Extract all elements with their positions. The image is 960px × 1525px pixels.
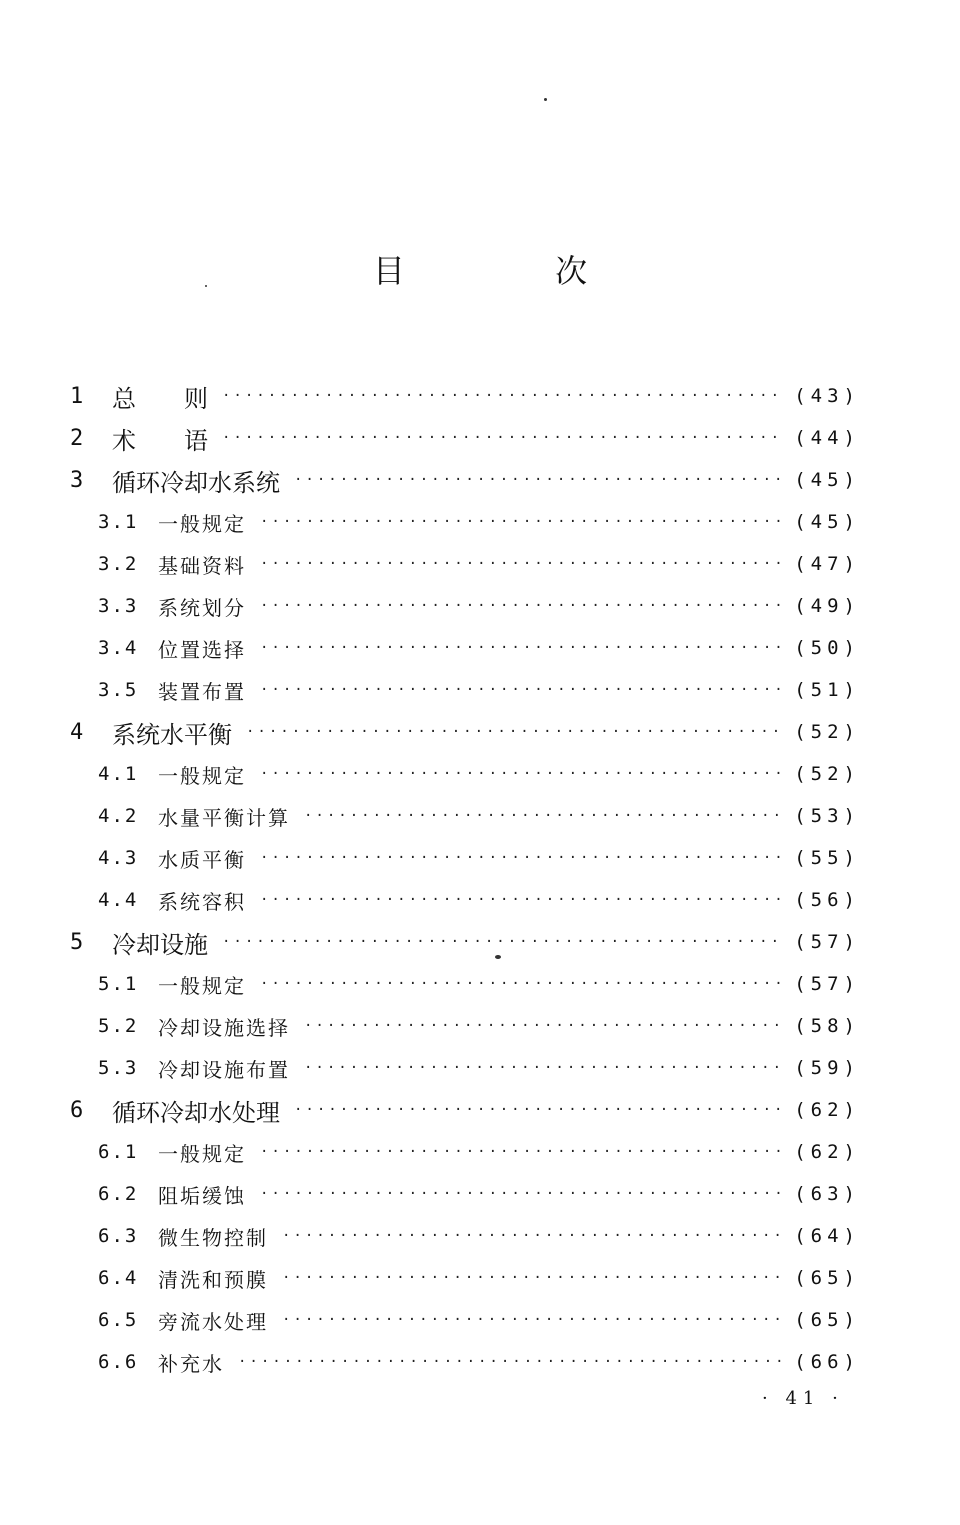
toc-entry-number: 4 — [70, 719, 84, 745]
dot-leader — [260, 1144, 782, 1160]
toc-entry — [70, 1052, 860, 1084]
toc-entry-page: (45) — [794, 511, 860, 533]
dot-leader — [282, 1228, 782, 1244]
toc-entry — [70, 926, 860, 958]
toc-entry-page: (52) — [794, 763, 860, 785]
toc-entry-title: 阻垢缓蚀 — [158, 1183, 246, 1208]
toc-entry-title: 冷却设施 — [112, 930, 208, 959]
toc-entry-number: 5.1 — [98, 973, 139, 995]
toc-entry-title: 微生物控制 — [158, 1225, 268, 1250]
toc-entry-title: 旁流水处理 — [158, 1309, 268, 1334]
toc-entry-title: 一般规定 — [158, 511, 246, 536]
toc-entry-title: 总 则 — [112, 384, 208, 413]
toc-entry-page: (47) — [794, 553, 860, 575]
toc-entry-number: 3.3 — [98, 595, 139, 617]
dot-leader — [222, 934, 782, 950]
toc-entry — [70, 464, 860, 496]
toc-entry-page: (49) — [794, 595, 860, 617]
toc-entry-title: 一般规定 — [158, 973, 246, 998]
toc-entry-page: (45) — [794, 469, 860, 491]
toc-entry — [70, 506, 860, 538]
toc-entry-number: 4.3 — [98, 847, 139, 869]
toc-entry-number: 5.2 — [98, 1015, 139, 1037]
toc-entry-page: (50) — [794, 637, 860, 659]
toc-entry-page: (59) — [794, 1057, 860, 1079]
toc-entry-title: 装置布置 — [158, 679, 246, 704]
dot-leader — [304, 1018, 782, 1034]
toc-entry-title: 水量平衡计算 — [158, 805, 290, 830]
toc-entry-page: (52) — [794, 721, 860, 743]
toc-entry-number: 4.1 — [98, 763, 139, 785]
toc-entry-page: (51) — [794, 679, 860, 701]
toc-entry-title: 一般规定 — [158, 1141, 246, 1166]
toc-entry-number: 6.3 — [98, 1225, 139, 1247]
toc-entry-title: 位置选择 — [158, 637, 246, 662]
toc-entry-number: 6.6 — [98, 1351, 139, 1373]
dot-leader — [304, 1060, 782, 1076]
toc-entry-page: (55) — [794, 847, 860, 869]
toc-entry-page: (62) — [794, 1099, 860, 1121]
toc-entry-number: 3.1 — [98, 511, 139, 533]
toc-entry-title: 基础资料 — [158, 553, 246, 578]
toc-entry-number: 4.4 — [98, 889, 139, 911]
toc-entry — [70, 674, 860, 706]
toc-entry-number: 4.2 — [98, 805, 139, 827]
toc-entry-number: 3.4 — [98, 637, 139, 659]
scan-speck — [205, 285, 207, 287]
toc-entry-page: (65) — [794, 1309, 860, 1331]
dot-leader — [260, 892, 782, 908]
toc-entry-title: 术 语 — [112, 426, 208, 455]
dot-leader — [260, 766, 782, 782]
toc-entry-title: 一般规定 — [158, 763, 246, 788]
toc-entry — [70, 1220, 860, 1252]
toc-entry-title: 循环冷却水系统 — [112, 468, 280, 497]
toc-entry-title: 补充水 — [158, 1351, 224, 1376]
toc-entry-number: 1 — [70, 383, 84, 409]
page-title: 目 次 — [372, 252, 658, 290]
toc-entry — [70, 842, 860, 874]
toc-entry-page: (63) — [794, 1183, 860, 1205]
toc-entry-page: (44) — [794, 427, 860, 449]
toc-entry-title: 系统容积 — [158, 889, 246, 914]
dot-leader — [246, 724, 782, 740]
toc-entry-page: (64) — [794, 1225, 860, 1247]
dot-leader — [222, 430, 782, 446]
toc-entry — [70, 632, 860, 664]
dot-leader — [260, 682, 782, 698]
toc-entry — [70, 422, 860, 454]
dot-leader — [238, 1354, 782, 1370]
toc-entry-page: (62) — [794, 1141, 860, 1163]
toc-entry — [70, 800, 860, 832]
toc-entry — [70, 884, 860, 916]
toc-entry-page: (56) — [794, 889, 860, 911]
toc-entry-title: 循环冷却水处理 — [112, 1098, 280, 1127]
dot-leader — [304, 808, 782, 824]
toc-entry — [70, 1178, 860, 1210]
toc-entry-number: 5.3 — [98, 1057, 139, 1079]
dot-leader — [260, 850, 782, 866]
toc-entry-number: 6.5 — [98, 1309, 139, 1331]
toc-entry — [70, 1010, 860, 1042]
toc-entry-page: (57) — [794, 931, 860, 953]
toc-entry-page: (65) — [794, 1267, 860, 1289]
toc-entry-number: 6.4 — [98, 1267, 139, 1289]
toc-entry-number: 6.1 — [98, 1141, 139, 1163]
toc-entry-number: 6.2 — [98, 1183, 139, 1205]
toc-entry-page: (53) — [794, 805, 860, 827]
toc-entry-page: (43) — [794, 385, 860, 407]
toc-entry — [70, 1262, 860, 1294]
toc-entry-page: (58) — [794, 1015, 860, 1037]
toc-entry-number: 2 — [70, 425, 84, 451]
toc-entry — [70, 380, 860, 412]
dot-leader — [260, 640, 782, 656]
toc-entry-title: 水质平衡 — [158, 847, 246, 872]
toc-entry — [70, 548, 860, 580]
dot-leader — [260, 514, 782, 530]
toc-entry — [70, 716, 860, 748]
toc-entry-title: 清洗和预膜 — [158, 1267, 268, 1292]
toc-entry-page: (66) — [794, 1351, 860, 1373]
dot-leader — [260, 598, 782, 614]
scan-speck — [544, 98, 547, 101]
dot-leader — [294, 1102, 782, 1118]
toc-entry — [70, 1304, 860, 1336]
toc-entry-number: 3.2 — [98, 553, 139, 575]
toc-entry — [70, 758, 860, 790]
page-number: · 41 · — [762, 1388, 844, 1409]
toc-entry — [70, 590, 860, 622]
toc-entry-number: 6 — [70, 1097, 84, 1123]
dot-leader — [260, 556, 782, 572]
toc-entry-number: 5 — [70, 929, 84, 955]
toc-entry-title: 系统水平衡 — [112, 720, 232, 749]
dot-leader — [294, 472, 782, 488]
dot-leader — [222, 388, 782, 404]
toc-entry-number: 3.5 — [98, 679, 139, 701]
toc-entry-title: 系统划分 — [158, 595, 246, 620]
dot-leader — [282, 1270, 782, 1286]
dot-leader — [260, 1186, 782, 1202]
dot-leader — [282, 1312, 782, 1328]
toc-entry — [70, 968, 860, 1000]
toc-entry-number: 3 — [70, 467, 84, 493]
scan-speck — [495, 955, 501, 959]
toc-entry — [70, 1136, 860, 1168]
toc-entry-page: (57) — [794, 973, 860, 995]
toc-entry — [70, 1346, 860, 1378]
dot-leader — [260, 976, 782, 992]
toc-entry-title: 冷却设施布置 — [158, 1057, 290, 1082]
toc-entry-title: 冷却设施选择 — [158, 1015, 290, 1040]
toc-entry — [70, 1094, 860, 1126]
